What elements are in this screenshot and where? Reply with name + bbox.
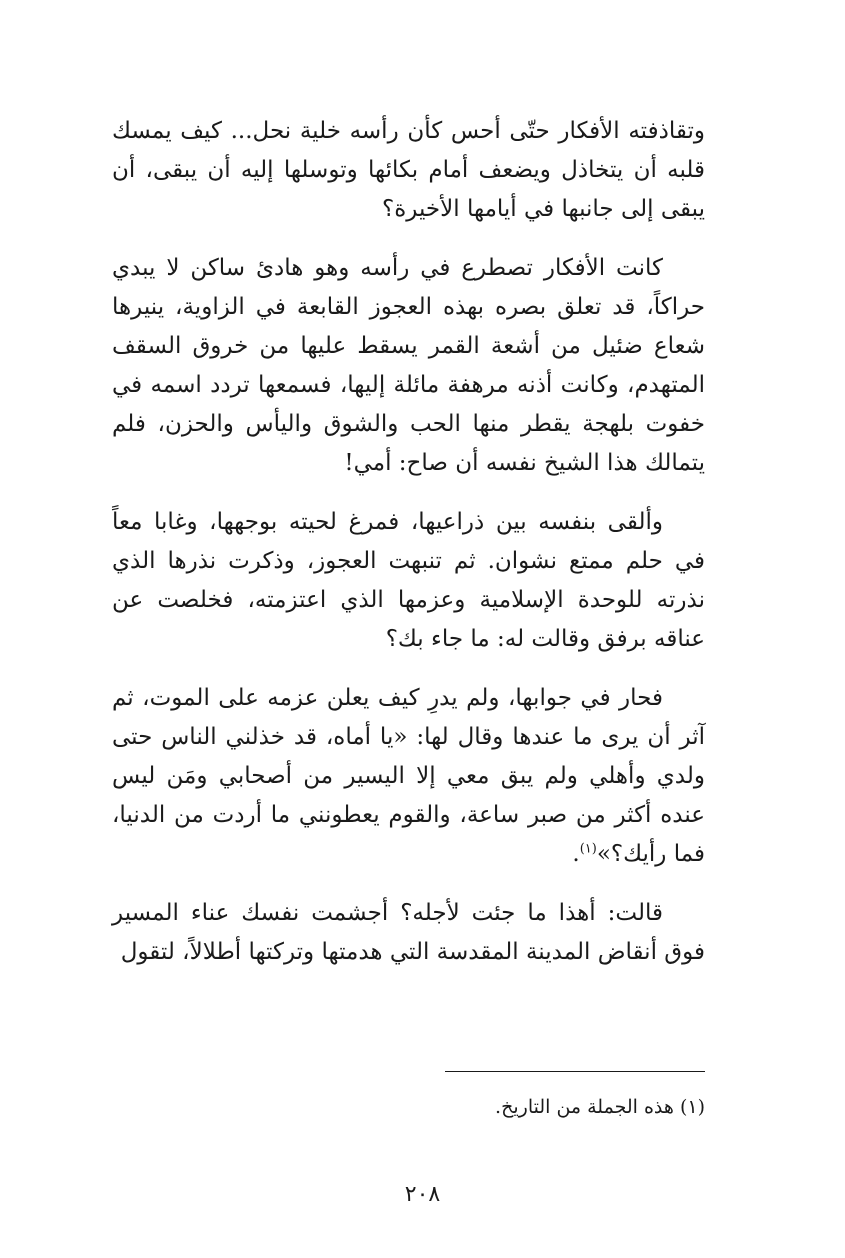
- body-text: [112, 112, 705, 992]
- paragraph: قالت: أهذا ما جئت لأجله؟ أجشمت نفسك عناء المسير فوق أنقاض المدينة المقدسة التي هدمتها وتركتها أطلالاً، لتقول: [112, 900, 705, 965]
- footnote-reference[interactable]: (١): [579, 841, 597, 857]
- paragraph: وألقى بنفسه بين ذراعيها، فمرغ لحيته بوجهها، وغابا معاً في حلم ممتع نشوان. ثم تنبهت العجوز، وذكرت نذرها الذي نذرته للوحدة الإسلامية وعزمها الذي اعتزمته، فخلصت عن عناقه برفق وقالت له: ما جاء بك؟: [112, 509, 705, 652]
- paragraph: [112, 679, 705, 874]
- paragraph: كانت الأفكار تصطرع في رأسه وهو هادئ ساكن لا يبدي حراكاً، قد تعلق بصره بهذه العجوز القابعة في الزاوية، ينيرها شعاع ضئيل من أشعة القمر يسقط عليها من خروق السقف المتهدم، وكانت أذنه مرهفة مائلة إليها، فسمعها تردد اسمه في خفوت بلهجة يقطر منها الحب والشوق واليأس والحزن، فلم يتمالك هذا الشيخ نفسه أن صاح: أمي!: [112, 255, 705, 476]
- page-number: ٢٠٨: [404, 1182, 441, 1207]
- paragraph: وتقاذفته الأفكار حتّى أحس كأن رأسه خلية نحل... كيف يمسك قلبه أن يتخاذل ويضعف أمام بكائها وتوسلها إليه أن يبقى، أن يبقى إلى جانبها في أيامها الأخيرة؟: [112, 118, 705, 222]
- footnote: (١) هذه الجملة من التاريخ.: [495, 1096, 705, 1118]
- paragraph-text: فحار في جوابها، ولم يدرِ كيف يعلن عزمه على الموت، ثم آثر أن يرى ما عندها وقال لها: «يا أماه، قد خذلني الناس حتى ولدي وأهلي ولم يبق معي إلا اليسير من أصحابي ومَن ليس عنده أكثر من صبر ساعة، والقوم يعطونني ما أردت من الدنيا، فما رأيك؟»: [112, 685, 705, 867]
- paragraph-trailing-punctuation: .: [572, 841, 580, 867]
- footnote-separator: [445, 1071, 705, 1072]
